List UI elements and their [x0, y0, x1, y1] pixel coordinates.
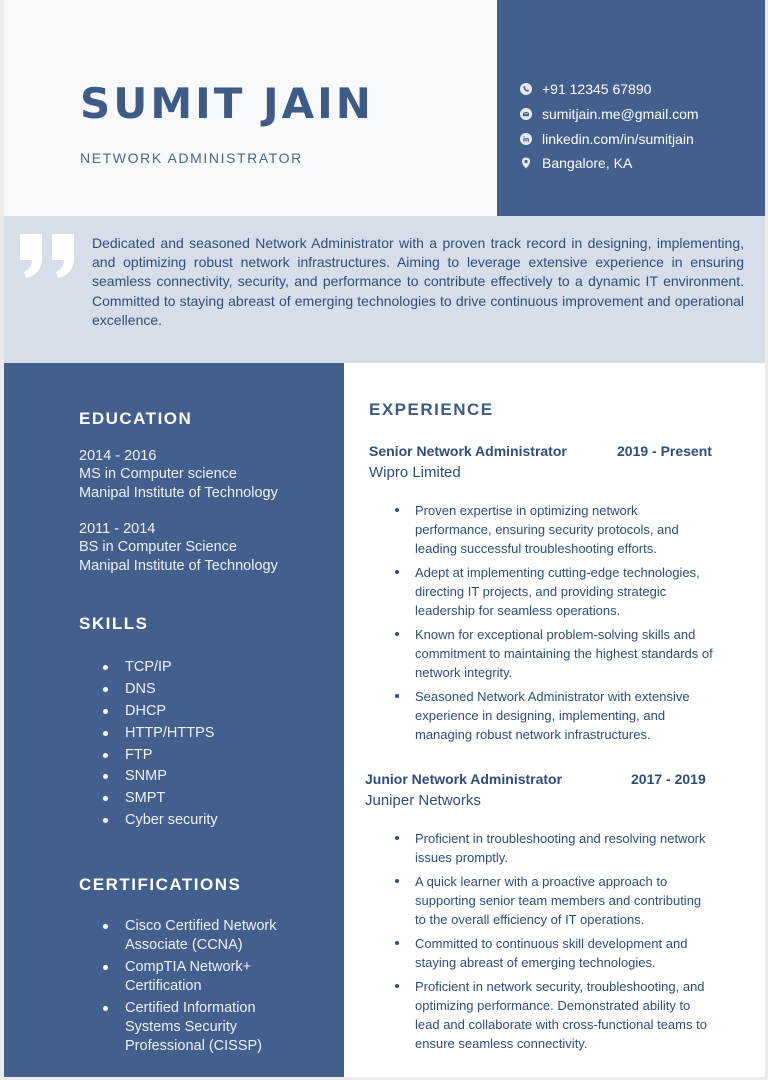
contact-list — [520, 77, 699, 176]
contact-panel — [497, 0, 765, 216]
job-role: NETWORK ADMINISTRATOR — [80, 150, 303, 166]
email-icon — [520, 108, 532, 120]
contact-linkedin — [520, 126, 699, 151]
job-bullet: Adept at implementing cutting-edge technologies, directing IT projects, and providing strategic leadership for seamless operations. — [395, 563, 715, 620]
skill-item: DNS — [103, 679, 218, 701]
resume-page — [4, 0, 765, 1077]
job-dates: 2019 - Present — [617, 443, 712, 459]
job-title: Junior Network Administrator — [365, 771, 563, 787]
skill-item: HTTP/HTTPS — [103, 723, 218, 745]
skill-item: DHCP — [103, 701, 218, 723]
certification-item: Certified Information Systems Security Professional (CISSP) — [103, 999, 293, 1055]
education-years: 2014 - 2016 — [79, 448, 157, 464]
contact-email — [520, 102, 699, 127]
skill-item: SMPT — [103, 788, 218, 810]
phone-text[interactable]: +91 12345 67890 — [542, 81, 652, 98]
skills-list — [103, 657, 218, 832]
location-text: Bangalore, KA — [542, 155, 633, 172]
certifications-list — [103, 917, 293, 1059]
skills-heading: SKILLS — [79, 614, 149, 633]
certification-item: Cisco Certified Network Associate (CCNA) — [103, 917, 293, 954]
skill-item: TCP/IP — [103, 657, 218, 679]
job-bullets — [395, 501, 715, 749]
job-bullet: Proven expertise in optimizing network performance, ensuring security protocols, and leading successful troubleshooting efforts. — [395, 501, 715, 558]
skill-item: Cyber security — [103, 810, 218, 832]
job-bullets — [395, 829, 715, 1058]
certifications-heading: CERTIFICATIONS — [79, 875, 242, 894]
education-entry — [79, 520, 278, 575]
education-years: 2011 - 2014 — [79, 521, 156, 537]
job-bullet: Seasoned Network Administrator with extensive experience in designing, implementing, and managing robust network infrastructures. — [395, 687, 715, 744]
contact-phone — [520, 77, 699, 102]
education-entry — [79, 447, 278, 502]
job-bullet: A quick learner with a proactive approach to supporting senior team members and contributing to the overall efficiency of IT operations. — [395, 872, 715, 929]
job-bullet: Known for exceptional problem-solving skills and commitment to maintaining the highest standards of network integrity. — [395, 625, 715, 682]
skill-item: FTP — [103, 745, 218, 767]
job-title: Senior Network Administrator — [369, 443, 567, 459]
education-school: Manipal Institute of Technology — [79, 484, 278, 501]
quote-icon — [18, 232, 78, 280]
skill-item: SNMP — [103, 766, 218, 788]
job-dates: 2017 - 2019 — [631, 771, 706, 787]
experience-heading: EXPERIENCE — [369, 400, 494, 419]
header-name-panel — [4, 0, 497, 216]
job-bullet: Committed to continuous skill development and staying abreast of emerging technologies. — [395, 934, 715, 972]
certification-item: CompTIA Network+ Certification — [103, 958, 293, 995]
education-degree: MS in Computer science — [79, 466, 237, 483]
phone-icon — [520, 83, 532, 95]
job-company: Wipro Limited — [369, 464, 461, 481]
education-heading: EDUCATION — [79, 409, 193, 428]
sidebar-column — [4, 363, 344, 1077]
summary-band — [4, 216, 765, 363]
linkedin-icon — [520, 133, 532, 145]
linkedin-text[interactable]: linkedin.com/in/sumitjain — [542, 130, 694, 147]
job-company: Juniper Networks — [365, 792, 481, 809]
contact-location — [520, 151, 699, 176]
candidate-name: SUMIT JAIN — [80, 79, 374, 128]
job-bullet: Proficient in network security, troubleshooting, and optimizing performance. Demonstrated ability to lead and collaborate with cross-functional teams to ensure seamless connectivity. — [395, 977, 715, 1053]
education-degree: BS in Computer Science — [79, 539, 237, 556]
job-bullet: Proficient in troubleshooting and resolving network issues promptly. — [395, 829, 715, 867]
email-text[interactable]: sumitjain.me@gmail.com — [542, 106, 699, 123]
location-icon — [520, 157, 532, 169]
summary-text: Dedicated and seasoned Network Administrator with a proven track record in designing, implementing, and optimizing robust network infrastructures. Aiming to leverage extensive experience in ensuring seamless connectivity, security, and performance to contribute effectively to a dynamic IT environment. Committed to staying abreast of emerging technologies to drive continuous improvement and operational excellence. — [92, 235, 744, 328]
experience-column — [344, 363, 765, 1077]
education-school: Manipal Institute of Technology — [79, 557, 278, 574]
